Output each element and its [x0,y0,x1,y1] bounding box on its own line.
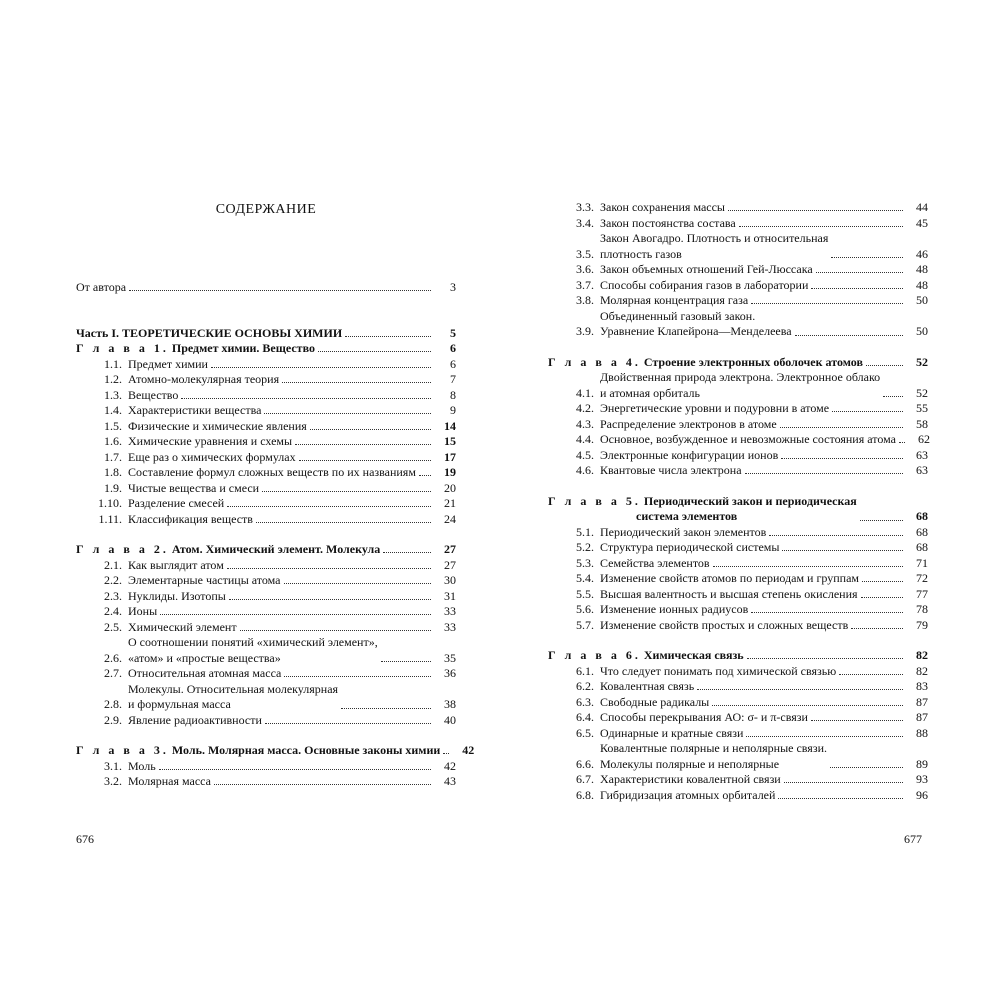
section-page-number: 50 [916,324,928,338]
section-page-number: 17 [444,449,456,464]
leader-dots [299,460,431,461]
section-number: 1.7. [104,449,122,464]
leader-dots [211,367,431,368]
section-page-number: 46 [916,246,928,261]
section-title: Еще раз о химических формулах [128,449,296,464]
toc-entry-section[interactable] [548,772,928,788]
section-title: Относительная атомная масса [128,666,282,680]
leader-dots [830,767,903,768]
section-title [600,309,792,340]
toc-entry-section[interactable] [548,556,928,572]
leader-dots [839,674,903,675]
toc-entry-section[interactable] [76,682,456,713]
toc-entry-section[interactable] [76,589,456,605]
section-title: Явление радиоактивности [128,712,262,727]
leader-dots [181,398,431,399]
leader-dots [782,550,903,551]
section-page-number: 44 [916,200,928,214]
section-number: 4.6. [576,463,594,477]
leader-dots [345,336,431,337]
section-title: Одинарные и кратные связи [600,725,744,740]
leader-dots [310,429,431,430]
toc-entry-section[interactable] [76,604,456,620]
section-number: 1.6. [104,434,122,448]
toc-entry-section[interactable] [548,231,928,262]
section-number: 3.6. [576,262,594,276]
toc-entry-section[interactable] [548,741,928,772]
section-title: Химический элемент [128,619,237,634]
section-number: 2.7. [104,666,122,680]
section-page-number: 71 [916,555,928,570]
toc-entry-chapter-2[interactable]: Г л а в а 2. Атом. Химический элемент. Молекула 27 [76,542,456,556]
section-number: 5.6. [576,602,594,616]
leader-dots [160,614,431,615]
section-page-number: 24 [444,511,456,526]
section-title-line-1: О соотношении понятий «химический элемент», [128,635,378,649]
section-number: 1.11. [98,511,122,526]
section-number: 3.9. [576,324,594,338]
section-page-number: 7 [450,372,456,386]
section-number: 2.9. [104,712,122,727]
section-title: Молярная концентрация газа [600,293,749,307]
leader-dots [784,782,903,783]
leader-dots [712,705,903,706]
leader-dots [862,581,903,582]
section-page-number: 58 [916,416,928,431]
chapter-1-sections [76,357,456,528]
leader-dots [318,351,431,352]
section-page-number: 89 [916,756,928,771]
section-number: 6.6. [576,756,594,771]
section-page-number: 83 [916,679,928,693]
section-number: 3.5. [576,246,594,261]
leader-dots [883,396,903,397]
section-title [600,741,827,772]
section-page-number: 6 [450,356,456,371]
section-number: 5.3. [576,555,594,570]
section-number: 1.10. [98,496,122,510]
section-page-number: 96 [916,787,928,802]
toc-entry-section[interactable] [548,432,928,448]
section-title [600,231,828,262]
toc-entry-section[interactable] [548,216,928,232]
toc-entry-section[interactable] [548,525,928,541]
section-page-number: 87 [916,694,928,709]
section-number: 1.5. [104,418,122,433]
section-number: 4.1. [576,385,594,400]
toc-entry-chapter-1[interactable]: Г л а в а 1. Предмет химии. Вещество 6 [76,341,456,355]
section-page-number: 63 [916,447,928,462]
toc-entry-section[interactable] [76,713,456,729]
leader-dots [284,676,431,677]
leader-dots [229,599,431,600]
section-number: 3.2. [104,774,122,788]
leader-dots [129,290,431,291]
leader-dots [282,382,431,383]
toc-entry-section[interactable] [76,759,456,775]
section-title-line-2: Молекулы полярные и неполярные [600,756,780,771]
section-number: 1.4. [104,403,122,417]
section-number: 4.2. [576,401,594,415]
section-page-number: 20 [444,480,456,495]
section-page-number: 79 [916,617,928,632]
leader-dots [745,473,903,474]
leader-dots [861,597,903,598]
toc-entry-section[interactable] [548,695,928,711]
chapter-6-sections [548,664,928,804]
toc-entry-section[interactable] [76,450,456,466]
section-number: 1.9. [104,480,122,495]
toc-left [76,280,475,790]
section-title: Свободные радикалы [600,694,710,709]
leader-dots [781,458,903,459]
section-title: Как выглядит атом [128,557,224,572]
section-title-line-1: Ковалентные полярные и неполярные связи. [600,741,827,755]
section-number: 6.8. [576,787,594,802]
toc-entry-section[interactable] [548,293,928,309]
section-number: 5.7. [576,617,594,632]
section-number: 6.4. [576,710,594,724]
section-number: 6.1. [576,663,594,678]
section-page-number: 27 [444,557,456,572]
section-number: 2.6. [104,650,122,665]
section-title: Атомно-молекулярная теория [128,372,280,386]
section-title-line-2: и формульная масса [128,697,231,711]
section-title-line-2: плотность газов [600,246,682,261]
section-number: 3.7. [576,277,594,292]
section-number: 2.5. [104,619,122,634]
leader-dots [262,491,431,492]
leader-dots [780,427,903,428]
toc-entry-section[interactable] [548,679,928,695]
section-number: 6.5. [576,725,594,740]
leader-dots [751,303,903,304]
leader-dots [747,658,903,659]
section-page-number: 19 [444,465,456,479]
section-page-number: 30 [444,573,456,587]
toc-entry-section[interactable] [548,726,928,742]
chapter-3-sections-continued [548,200,928,340]
toc-title: СОДЕРЖАНИЕ [215,202,317,217]
toc-entry-section[interactable] [76,512,456,528]
leader-dots [240,630,431,631]
section-title: Закон сохранения массы [600,200,725,214]
section-number: 3.3. [576,200,594,214]
section-title: Изменение свойств простых и сложных веществ [600,617,849,632]
section-title: Изменение ионных радиусов [600,602,749,616]
section-page-number: 48 [916,262,928,276]
section-page-number: 36 [444,666,456,680]
section-number: 4.5. [576,447,594,462]
section-title: Составление формул сложных веществ по их названиям [128,465,416,479]
toc-entry-section[interactable] [548,448,928,464]
toc-right [548,200,928,803]
leader-dots [227,568,431,569]
toc-entry-section[interactable] [548,618,928,634]
section-number: 1.8. [104,465,122,479]
leader-dots [811,720,903,721]
section-number: 4.3. [576,416,594,431]
toc-entry-section[interactable] [548,417,928,433]
section-page-number: 48 [916,277,928,292]
toc-entry-section[interactable] [76,357,456,373]
section-title-line-1: Двойственная природа электрона. Электронное облако [600,370,881,384]
section-title: Нуклиды. Изотопы [128,588,226,603]
leader-dots [713,566,903,567]
section-number: 3.4. [576,215,594,230]
toc-entry-section[interactable] [76,372,456,388]
section-title: Элементарные частицы атома [128,573,281,587]
leader-dots [831,257,903,258]
toc-entry-section[interactable] [76,481,456,497]
section-title: Физические и химические явления [128,418,307,433]
leader-dots [256,522,431,523]
section-title: Классификация веществ [128,511,253,526]
section-page-number: 62 [917,432,930,446]
leader-dots [214,784,431,785]
section-number: 3.1. [104,758,122,773]
toc-entry-section[interactable] [76,635,456,666]
toc-entry-chapter-3[interactable]: Г л а в а 3. Моль. Молярная масса. Основные законы химии 42 [76,743,475,757]
leader-dots [860,520,903,521]
section-number: 5.5. [576,586,594,601]
toc-entry-section[interactable] [548,278,928,294]
section-page-number: 55 [916,401,928,415]
leader-dots [832,411,903,412]
right-page [548,200,928,803]
section-page-number: 31 [444,588,456,603]
section-page-number: 40 [444,712,456,727]
leader-dots [751,612,903,613]
toc-entry-section[interactable] [548,540,928,556]
leader-dots [816,272,903,273]
section-title: Способы собирания газов в лаборатории [600,277,809,292]
section-page-number: 87 [916,710,928,724]
section-page-number: 35 [444,650,456,665]
section-page-number: 8 [450,387,456,402]
toc-entry-section[interactable] [548,370,928,401]
page-number-left: 676 [76,832,94,846]
toc-entry-section[interactable] [76,496,456,512]
section-number: 6.2. [576,679,594,693]
toc-entry-chapter-5[interactable]: Г л а в а 5. Периодический закон и периодическая система элементов 68 [548,493,928,523]
section-title: Разделение смесей [128,496,225,510]
toc-entry-preface[interactable]: От автора 3 [76,280,456,294]
section-number: 1.2. [104,372,122,386]
section-page-number: 21 [444,496,456,510]
section-title: Ионы [128,604,158,618]
section-title: Закон объемных отношений Гей-Люссака [600,262,813,276]
section-page-number: 68 [916,524,928,539]
toc-entry-section[interactable] [548,571,928,587]
leader-dots [866,365,903,366]
toc-entry-chapter-4[interactable]: Г л а в а 4. Строение электронных оболочек атомов 52 [548,354,928,369]
toc-entry-section[interactable] [76,573,456,589]
section-title: Гибридизация атомных орбиталей [600,787,776,802]
toc-entry-section[interactable] [548,710,928,726]
toc-entry-section[interactable] [76,419,456,435]
toc-entry-section[interactable] [548,309,928,340]
section-page-number: 9 [450,403,456,417]
toc-entry-section[interactable] [76,403,456,419]
toc-entry-section[interactable] [76,558,456,574]
page-number-right: 677 [904,832,922,846]
toc-entry-section[interactable] [548,587,928,603]
toc-entry-section[interactable] [548,602,928,618]
toc-entry-part-1[interactable]: Часть I. ТЕОРЕТИЧЕСКИЕ ОСНОВЫ ХИМИИ 5 [76,325,456,340]
section-title: Семейства элементов [600,555,710,570]
section-title: Способы перекрывания АО: σ- и π-связи [600,710,808,724]
section-title: Ковалентная связь [600,679,695,693]
section-page-number: 33 [444,604,456,618]
toc-entry-section[interactable] [76,465,456,481]
section-title-line-2: Уравнение Клапейрона—Менделеева [600,324,792,338]
section-page-number: 33 [444,619,456,634]
section-page-number: 42 [444,758,456,773]
section-number: 1.3. [104,387,122,402]
section-page-number: 68 [916,540,928,554]
section-title [128,635,378,666]
section-title: Закон постоянства состава [600,215,736,230]
leader-dots [899,442,905,443]
leader-dots [697,689,903,690]
leader-dots [341,708,431,709]
toc-entry-section[interactable] [548,788,928,804]
leader-dots [284,583,432,584]
section-title: Основное, возбужденное и невозможные состояния атома [600,432,896,446]
section-title: Структура периодической системы [600,540,780,554]
toc-entry-chapter-6[interactable]: Г л а в а 6. Химическая связь 82 [548,648,928,662]
section-title: Энергетические уровни и подуровни в атоме [600,401,830,415]
leader-dots [746,736,903,737]
section-page-number: 43 [444,774,456,788]
section-number: 2.8. [104,697,122,711]
section-title: Что следует понимать под химической связью [600,663,837,678]
toc-entry-section[interactable] [76,388,456,404]
section-title: Распределение электронов в атоме [600,416,777,431]
section-number: 4.4. [576,432,594,446]
section-title: Моль [128,758,156,773]
section-page-number: 78 [916,602,928,616]
section-page-number: 77 [916,586,928,601]
chapter-2-sections [76,558,456,729]
leader-dots [443,753,449,754]
section-title-line-1: Объединенный газовый закон. [600,308,756,323]
section-page-number: 82 [916,663,928,678]
toc-entry-section[interactable] [548,664,928,680]
section-title: Изменение свойств атомов по периодам и группам [600,571,859,585]
section-title [128,682,338,713]
section-number: 6.7. [576,772,594,786]
section-number: 2.1. [104,557,122,572]
leader-dots [265,723,431,724]
section-page-number: 50 [916,293,928,307]
toc-entry-section[interactable] [548,401,928,417]
leader-dots [295,444,431,445]
section-number: 3.8. [576,293,594,307]
section-page-number: 72 [916,571,928,585]
chapter-5-sections [548,525,928,634]
toc-entry-section[interactable] [548,200,928,216]
section-title-line-1: Закон Авогадро. Плотность и относительная [600,231,829,245]
leader-dots [739,226,903,227]
section-title: Молярная масса [128,774,211,788]
leader-dots [383,552,431,553]
leader-dots [227,506,431,507]
section-title: Характеристики вещества [128,403,262,417]
section-page-number: 63 [916,463,928,477]
leader-dots [851,628,903,629]
section-title-line-2: «атом» и «простые вещества» [128,650,281,665]
leader-dots [419,475,431,476]
section-page-number: 88 [916,725,928,740]
section-title: Периодический закон элементов [600,524,767,539]
section-title: Чистые вещества и смеси [128,480,260,495]
section-number: 5.4. [576,571,594,585]
section-page-number: 38 [444,697,456,711]
chapter-4-sections [548,370,928,479]
section-title-line-1: Молекулы. Относительная молекулярная [128,681,339,696]
section-title: Высшая валентность и высшая степень окисления [600,586,858,601]
toc-entry-section[interactable] [548,262,928,278]
section-title: Электронные конфигурации ионов [600,447,779,462]
section-number: 2.2. [104,573,122,587]
toc-entry-section[interactable] [76,434,456,450]
section-title: Химические уравнения и схемы [128,434,293,448]
section-title: Вещество [128,387,179,402]
chapter-3-sections [76,759,456,790]
toc-entry-section[interactable] [76,774,456,790]
leader-dots [769,535,903,536]
section-number: 6.3. [576,694,594,709]
section-title [600,370,880,401]
leader-dots [811,288,903,289]
leader-dots [795,335,903,336]
left-page [76,200,475,790]
leader-dots [728,210,903,211]
section-number: 5.2. [576,540,594,554]
toc-entry-section[interactable] [76,666,456,682]
section-title: Характеристики ковалентной связи [600,772,781,786]
section-page-number: 93 [916,772,928,786]
section-page-number: 45 [916,215,928,230]
section-page-number: 14 [444,418,456,433]
section-page-number: 15 [444,434,456,448]
toc-entry-section[interactable] [76,620,456,636]
leader-dots [159,769,431,770]
section-page-number: 52 [916,385,928,400]
leader-dots [264,413,431,414]
toc-entry-section[interactable] [548,463,928,479]
section-number: 5.1. [576,524,594,539]
section-title: Квантовые числа электрона [600,463,742,477]
leader-dots [381,661,431,662]
section-title: Предмет химии [128,356,208,371]
leader-dots [778,798,903,799]
section-number: 2.4. [104,604,122,618]
section-title-line-2: и атомная орбиталь [600,385,700,400]
section-number: 1.1. [104,356,122,371]
section-number: 2.3. [104,588,122,603]
